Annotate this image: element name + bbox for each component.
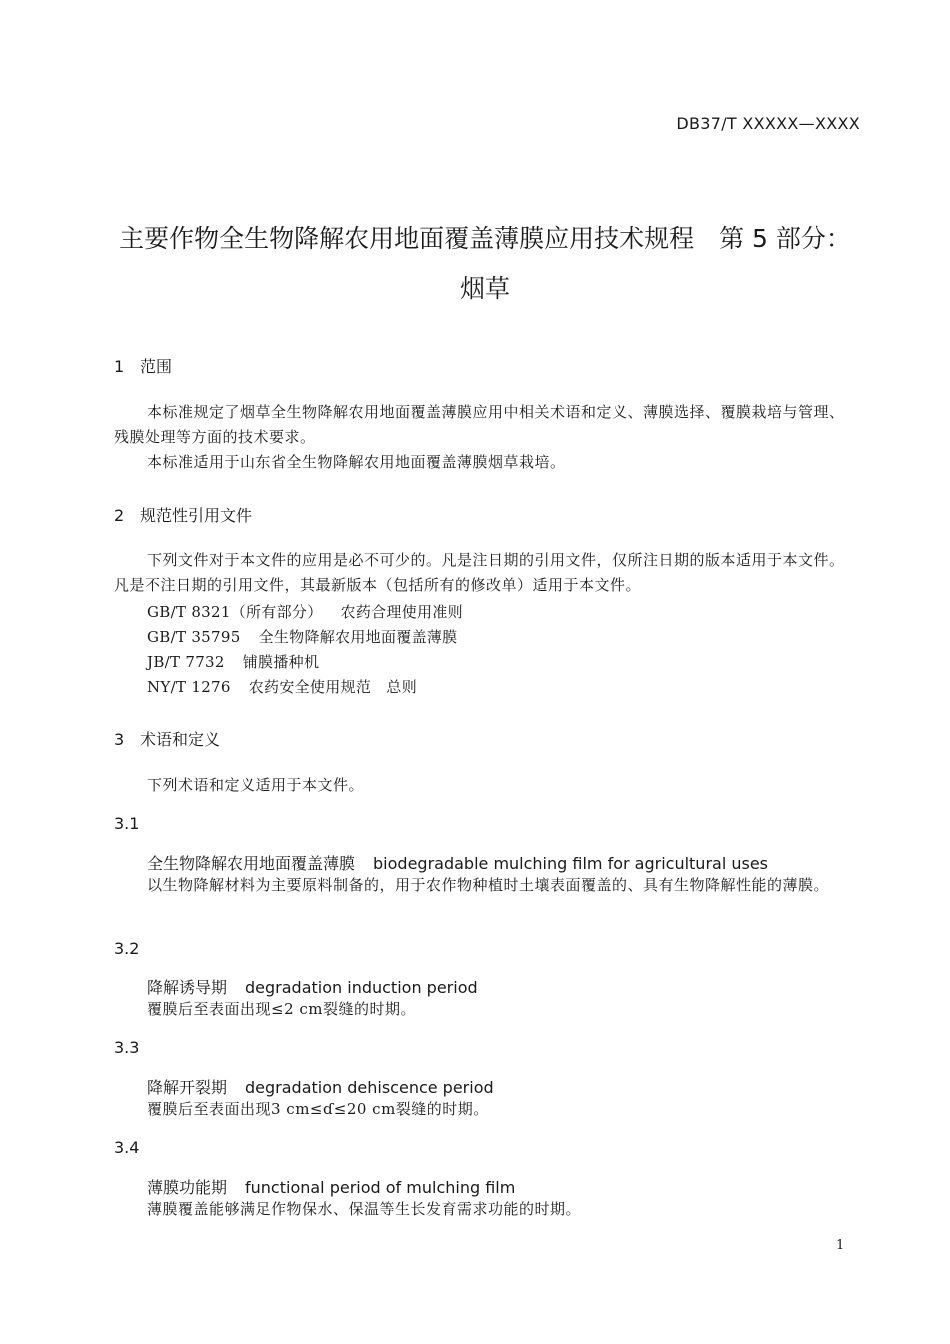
references-paragraph: 下列文件对于本文件的应用是必不可少的。凡是注日期的引用文件，仅所注日期的版本适用于本文件。凡是不注日期的引用文件，其最新版本（包括所有的修改单）适用于本文件。 bbox=[114, 551, 845, 594]
reference-title: 全生物降解农用地面覆盖薄膜 bbox=[258, 628, 458, 646]
scope-paragraph-2: 本标准适用于山东省全生物降解农用地面覆盖薄膜烟草栽培。 bbox=[147, 453, 566, 471]
section-number: 2 bbox=[114, 506, 125, 525]
section-title: 术语和定义 bbox=[140, 730, 221, 749]
reference-item bbox=[147, 651, 319, 672]
term-number: 3.2 bbox=[114, 939, 140, 958]
reference-title: 铺膜播种机 bbox=[242, 653, 320, 671]
term-definition: 覆膜后至表面出现≤2 cm裂缝的时期。 bbox=[147, 1000, 417, 1018]
term-chinese: 薄膜功能期 bbox=[147, 1178, 228, 1197]
term-english: biodegradable mulching film for agricultural uses bbox=[373, 854, 769, 873]
section-title: 规范性引用文件 bbox=[140, 506, 253, 525]
title-line-2: 烟草 bbox=[459, 274, 510, 303]
scope-paragraph-1: 本标准规定了烟草全生物降解农用地面覆盖薄膜应用中相关术语和定义、薄膜选择、覆膜栽培与管理、残膜处理等方面的技术要求。 bbox=[114, 403, 845, 446]
term-number: 3.3 bbox=[114, 1038, 140, 1057]
reference-title: 农药合理使用准则 bbox=[340, 603, 463, 621]
page-number: 1 bbox=[836, 1238, 845, 1253]
title-line-1: 主要作物全生物降解农用地面覆盖薄膜应用技术规程 第 5 部分： bbox=[119, 224, 851, 253]
terms-intro: 下列术语和定义适用于本文件。 bbox=[147, 776, 365, 794]
reference-code: JB/T 7732 bbox=[147, 653, 225, 671]
reference-code: NY/T 1276 bbox=[147, 678, 231, 696]
section-title: 范围 bbox=[140, 357, 173, 376]
term-definition: 覆膜后至表面出现3 cm≤ɗ≤20 cm裂缝的时期。 bbox=[147, 1100, 489, 1118]
document-code: DB37/T XXXXX—XXXX bbox=[676, 114, 860, 133]
section-heading-scope bbox=[114, 354, 172, 377]
reference-code: GB/T 35795 bbox=[147, 628, 241, 646]
section-number: 3 bbox=[114, 730, 125, 749]
reference-code: GB/T 8321（所有部分） bbox=[147, 603, 323, 621]
term-heading bbox=[147, 851, 768, 874]
term-definition: 薄膜覆盖能够满足作物保水、保温等生长发育需求功能的时期。 bbox=[147, 1200, 582, 1218]
term-heading bbox=[147, 1075, 494, 1098]
term-heading bbox=[147, 1175, 515, 1198]
reference-item bbox=[147, 601, 463, 622]
term-english: degradation dehiscence period bbox=[245, 1078, 494, 1097]
term-heading bbox=[147, 975, 478, 998]
section-heading-terms-definitions bbox=[114, 727, 220, 750]
term-chinese: 降解诱导期 bbox=[147, 978, 228, 997]
section-heading-normative-references bbox=[114, 503, 252, 526]
term-chinese: 全生物降解农用地面覆盖薄膜 bbox=[147, 854, 356, 873]
term-number: 3.1 bbox=[114, 814, 140, 833]
document-title bbox=[90, 214, 880, 314]
term-number: 3.4 bbox=[114, 1138, 140, 1157]
section-number: 1 bbox=[114, 357, 125, 376]
reference-item bbox=[147, 626, 457, 647]
term-definition: 以生物降解材料为主要原料制备的，用于农作物种植时土壤表面覆盖的、具有生物降解性能的薄膜。 bbox=[147, 876, 830, 894]
term-english: functional period of mulching film bbox=[245, 1178, 516, 1197]
reference-item bbox=[147, 676, 417, 697]
term-english: degradation induction period bbox=[245, 978, 478, 997]
term-chinese: 降解开裂期 bbox=[147, 1078, 228, 1097]
reference-title: 农药安全使用规范 总则 bbox=[248, 678, 418, 696]
